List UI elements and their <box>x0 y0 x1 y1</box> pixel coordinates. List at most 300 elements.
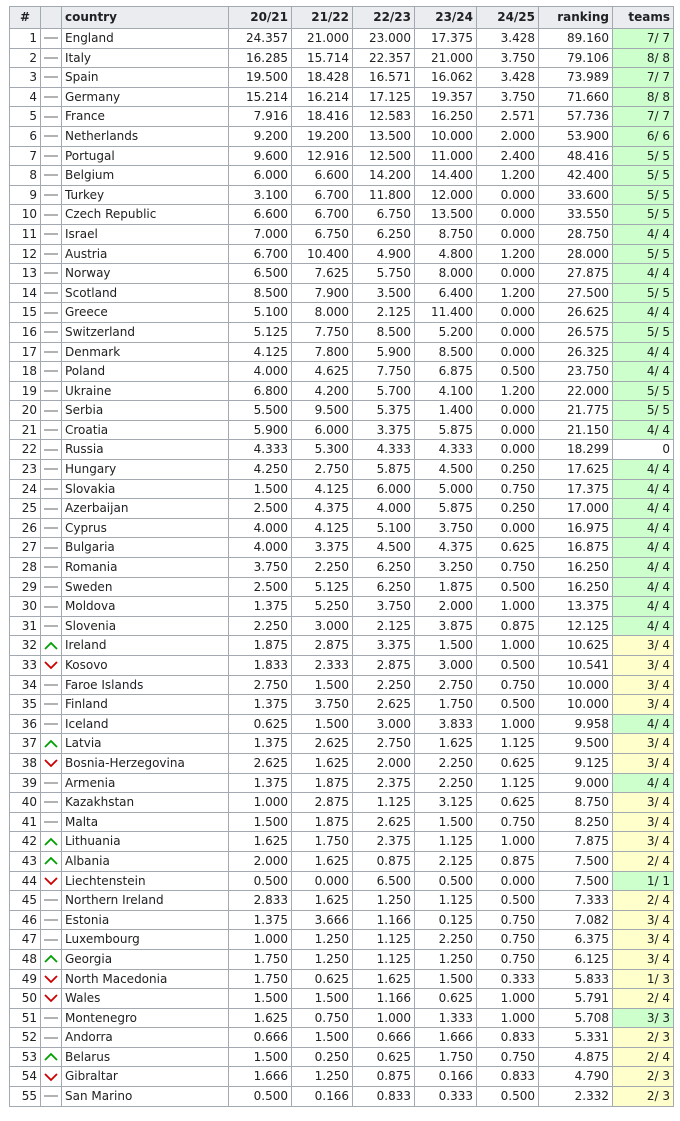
ranking-cell: 10.000 <box>539 675 613 695</box>
trend-cell <box>41 87 62 107</box>
rank-cell: 21 <box>10 420 41 440</box>
season-2020-21-cell: 16.285 <box>229 48 292 68</box>
ranking-cell: 18.299 <box>539 440 613 460</box>
season-2020-21-cell: 0.625 <box>229 714 292 734</box>
teams-cell: 4/ 4 <box>613 342 674 362</box>
season-2021-22-cell: 6.600 <box>292 166 353 186</box>
trend-cell <box>41 283 62 303</box>
teams-cell: 0 <box>613 440 674 460</box>
season-2022-23-cell: 6.750 <box>353 205 415 225</box>
season-2021-22-cell: 1.500 <box>292 989 353 1009</box>
season-2024-25-cell: 0.333 <box>477 969 539 989</box>
season-2022-23-cell: 2.375 <box>353 773 415 793</box>
teams-cell: 1/ 1 <box>613 871 674 891</box>
country-cell: Portugal <box>62 146 229 166</box>
rank-cell: 20 <box>10 401 41 421</box>
no-change-dash-icon <box>41 308 61 318</box>
season-2023-24-cell: 1.750 <box>415 1047 477 1067</box>
season-2020-21-cell: 4.125 <box>229 342 292 362</box>
country-cell: Montenegro <box>62 1008 229 1028</box>
season-2023-24-cell: 0.500 <box>415 871 477 891</box>
no-change-dash-icon <box>41 778 61 788</box>
season-2023-24-cell: 3.750 <box>415 518 477 538</box>
season-2023-24-cell: 11.400 <box>415 303 477 323</box>
country-cell: Romania <box>62 558 229 578</box>
header-season-2021-22[interactable]: 21/22 <box>292 7 353 29</box>
rank-cell: 48 <box>10 949 41 969</box>
table-row <box>10 48 674 68</box>
rank-cell: 29 <box>10 577 41 597</box>
trend-cell <box>41 597 62 617</box>
season-2023-24-cell: 2.750 <box>415 675 477 695</box>
table-row <box>10 832 674 852</box>
header-country[interactable]: country <box>62 7 229 29</box>
teams-cell: 4/ 4 <box>613 773 674 793</box>
season-2022-23-cell: 2.125 <box>353 303 415 323</box>
season-2022-23-cell: 1.125 <box>353 949 415 969</box>
season-2024-25-cell: 0.000 <box>477 264 539 284</box>
season-2020-21-cell: 0.666 <box>229 1028 292 1048</box>
trend-cell <box>41 146 62 166</box>
trend-cell <box>41 126 62 146</box>
teams-cell: 4/ 4 <box>613 518 674 538</box>
season-2023-24-cell: 1.750 <box>415 695 477 715</box>
season-2021-22-cell: 6.750 <box>292 224 353 244</box>
season-2020-21-cell: 4.000 <box>229 518 292 538</box>
teams-cell: 8/ 8 <box>613 87 674 107</box>
season-2024-25-cell: 1.000 <box>477 1008 539 1028</box>
ranking-cell: 28.750 <box>539 224 613 244</box>
season-2022-23-cell: 1.166 <box>353 910 415 930</box>
season-2023-24-cell: 0.625 <box>415 989 477 1009</box>
season-2020-21-cell: 6.800 <box>229 381 292 401</box>
season-2022-23-cell: 4.500 <box>353 538 415 558</box>
season-2024-25-cell: 2.400 <box>477 146 539 166</box>
trend-cell <box>41 1008 62 1028</box>
country-cell: Germany <box>62 87 229 107</box>
season-2021-22-cell: 2.750 <box>292 460 353 480</box>
season-2023-24-cell: 3.833 <box>415 714 477 734</box>
rank-cell: 39 <box>10 773 41 793</box>
trend-cell <box>41 362 62 382</box>
season-2022-23-cell: 23.000 <box>353 29 415 49</box>
no-change-dash-icon <box>41 190 61 200</box>
country-ranking-table <box>9 6 674 1107</box>
season-2021-22-cell: 1.500 <box>292 675 353 695</box>
no-change-dash-icon <box>41 268 61 278</box>
no-change-dash-icon <box>41 425 61 435</box>
header-row <box>10 7 674 29</box>
season-2022-23-cell: 3.500 <box>353 283 415 303</box>
season-2023-24-cell: 8.750 <box>415 224 477 244</box>
season-2024-25-cell: 0.750 <box>477 910 539 930</box>
teams-cell: 3/ 4 <box>613 812 674 832</box>
season-2021-22-cell: 4.125 <box>292 479 353 499</box>
season-2024-25-cell: 0.750 <box>477 675 539 695</box>
ranking-cell: 16.975 <box>539 518 613 538</box>
season-2021-22-cell: 0.625 <box>292 969 353 989</box>
ranking-cell: 4.875 <box>539 1047 613 1067</box>
trend-cell <box>41 303 62 323</box>
country-cell: Northern Ireland <box>62 891 229 911</box>
rank-cell: 35 <box>10 695 41 715</box>
country-cell: Netherlands <box>62 126 229 146</box>
season-2024-25-cell: 0.625 <box>477 793 539 813</box>
table-row <box>10 851 674 871</box>
season-2023-24-cell: 6.400 <box>415 283 477 303</box>
country-cell: France <box>62 107 229 127</box>
season-2020-21-cell: 1.375 <box>229 734 292 754</box>
season-2024-25-cell: 0.750 <box>477 949 539 969</box>
teams-cell: 4/ 4 <box>613 499 674 519</box>
rank-cell: 12 <box>10 244 41 264</box>
no-change-dash-icon <box>41 1033 61 1043</box>
season-2023-24-cell: 5.875 <box>415 420 477 440</box>
arrow-up-icon <box>41 856 61 866</box>
season-2022-23-cell: 1.250 <box>353 891 415 911</box>
table-row <box>10 185 674 205</box>
season-2021-22-cell: 0.166 <box>292 1087 353 1107</box>
table-row <box>10 1008 674 1028</box>
trend-cell <box>41 1087 62 1107</box>
teams-cell: 5/ 5 <box>613 205 674 225</box>
country-cell: Armenia <box>62 773 229 793</box>
season-2022-23-cell: 0.875 <box>353 851 415 871</box>
season-2024-25-cell: 3.428 <box>477 68 539 88</box>
season-2023-24-cell: 8.000 <box>415 264 477 284</box>
season-2022-23-cell: 22.357 <box>353 48 415 68</box>
teams-cell: 3/ 4 <box>613 753 674 773</box>
table-row <box>10 87 674 107</box>
season-2024-25-cell: 3.750 <box>477 48 539 68</box>
season-2024-25-cell: 0.000 <box>477 440 539 460</box>
season-2023-24-cell: 2.000 <box>415 597 477 617</box>
ranking-cell: 7.875 <box>539 832 613 852</box>
rank-cell: 47 <box>10 930 41 950</box>
no-change-dash-icon <box>41 112 61 122</box>
trend-cell <box>41 969 62 989</box>
rank-cell: 10 <box>10 205 41 225</box>
rank-cell: 49 <box>10 969 41 989</box>
no-change-dash-icon <box>41 464 61 474</box>
country-cell: Liechtenstein <box>62 871 229 891</box>
season-2024-25-cell: 0.500 <box>477 891 539 911</box>
table-row <box>10 695 674 715</box>
season-2023-24-cell: 0.333 <box>415 1087 477 1107</box>
season-2021-22-cell: 4.200 <box>292 381 353 401</box>
country-cell: Scotland <box>62 283 229 303</box>
trend-cell <box>41 538 62 558</box>
season-2022-23-cell: 4.900 <box>353 244 415 264</box>
no-change-dash-icon <box>41 53 61 63</box>
teams-cell: 3/ 4 <box>613 930 674 950</box>
season-2020-21-cell: 9.600 <box>229 146 292 166</box>
teams-cell: 5/ 5 <box>613 146 674 166</box>
rank-cell: 3 <box>10 68 41 88</box>
country-cell: Turkey <box>62 185 229 205</box>
table-row <box>10 656 674 676</box>
season-2020-21-cell: 1.500 <box>229 989 292 1009</box>
header-rank[interactable]: # <box>10 7 41 29</box>
season-2021-22-cell: 6.700 <box>292 205 353 225</box>
ranking-cell: 9.000 <box>539 773 613 793</box>
teams-cell: 7/ 7 <box>613 68 674 88</box>
ranking-cell: 57.736 <box>539 107 613 127</box>
ranking-cell: 7.082 <box>539 910 613 930</box>
no-change-dash-icon <box>41 229 61 239</box>
teams-cell: 5/ 5 <box>613 166 674 186</box>
table-row <box>10 1067 674 1087</box>
country-cell: San Marino <box>62 1087 229 1107</box>
teams-cell: 2/ 3 <box>613 1087 674 1107</box>
ranking-cell: 33.600 <box>539 185 613 205</box>
season-2022-23-cell: 5.900 <box>353 342 415 362</box>
no-change-dash-icon <box>41 543 61 553</box>
ranking-cell: 12.125 <box>539 616 613 636</box>
country-cell: Italy <box>62 48 229 68</box>
season-2023-24-cell: 3.000 <box>415 656 477 676</box>
rank-cell: 30 <box>10 597 41 617</box>
season-2023-24-cell: 1.250 <box>415 949 477 969</box>
teams-cell: 3/ 4 <box>613 734 674 754</box>
season-2020-21-cell: 2.625 <box>229 753 292 773</box>
season-2020-21-cell: 1.000 <box>229 793 292 813</box>
ranking-cell: 17.000 <box>539 499 613 519</box>
no-change-dash-icon <box>41 582 61 592</box>
season-2020-21-cell: 1.375 <box>229 910 292 930</box>
season-2021-22-cell: 4.125 <box>292 518 353 538</box>
table-row <box>10 224 674 244</box>
table-row <box>10 793 674 813</box>
trend-cell <box>41 29 62 49</box>
season-2024-25-cell: 0.833 <box>477 1028 539 1048</box>
season-2021-22-cell: 1.625 <box>292 753 353 773</box>
teams-cell: 4/ 4 <box>613 714 674 734</box>
season-2024-25-cell: 3.750 <box>477 87 539 107</box>
header-season-2022-23[interactable]: 22/23 <box>353 7 415 29</box>
ranking-cell: 5.331 <box>539 1028 613 1048</box>
rank-cell: 11 <box>10 224 41 244</box>
season-2024-25-cell: 0.000 <box>477 342 539 362</box>
season-2021-22-cell: 8.000 <box>292 303 353 323</box>
season-2024-25-cell: 1.200 <box>477 381 539 401</box>
season-2023-24-cell: 1.400 <box>415 401 477 421</box>
table-row <box>10 499 674 519</box>
table-row <box>10 773 674 793</box>
rank-cell: 53 <box>10 1047 41 1067</box>
season-2021-22-cell: 2.250 <box>292 558 353 578</box>
season-2022-23-cell: 17.125 <box>353 87 415 107</box>
rank-cell: 1 <box>10 29 41 49</box>
table-row <box>10 126 674 146</box>
season-2021-22-cell: 18.416 <box>292 107 353 127</box>
season-2021-22-cell: 18.428 <box>292 68 353 88</box>
season-2024-25-cell: 1.000 <box>477 636 539 656</box>
rank-cell: 22 <box>10 440 41 460</box>
rank-cell: 51 <box>10 1008 41 1028</box>
teams-cell: 7/ 7 <box>613 29 674 49</box>
season-2022-23-cell: 2.000 <box>353 753 415 773</box>
season-2021-22-cell: 1.625 <box>292 891 353 911</box>
country-cell: North Macedonia <box>62 969 229 989</box>
table-row <box>10 616 674 636</box>
rank-cell: 7 <box>10 146 41 166</box>
country-cell: Andorra <box>62 1028 229 1048</box>
season-2022-23-cell: 4.000 <box>353 499 415 519</box>
trend-cell <box>41 1028 62 1048</box>
season-2021-22-cell: 1.625 <box>292 851 353 871</box>
trend-cell <box>41 48 62 68</box>
season-2023-24-cell: 17.375 <box>415 29 477 49</box>
season-2021-22-cell: 5.125 <box>292 577 353 597</box>
rank-cell: 15 <box>10 303 41 323</box>
rank-cell: 32 <box>10 636 41 656</box>
rank-cell: 46 <box>10 910 41 930</box>
season-2021-22-cell: 2.625 <box>292 734 353 754</box>
ranking-cell: 6.125 <box>539 949 613 969</box>
ranking-cell: 5.708 <box>539 1008 613 1028</box>
table-row <box>10 1028 674 1048</box>
teams-cell: 5/ 5 <box>613 381 674 401</box>
country-cell: Austria <box>62 244 229 264</box>
teams-cell: 5/ 5 <box>613 322 674 342</box>
season-2020-21-cell: 1.625 <box>229 832 292 852</box>
season-2022-23-cell: 2.625 <box>353 812 415 832</box>
arrow-down-icon <box>41 993 61 1003</box>
season-2023-24-cell: 4.500 <box>415 460 477 480</box>
season-2020-21-cell: 6.600 <box>229 205 292 225</box>
ranking-cell: 79.106 <box>539 48 613 68</box>
season-2020-21-cell: 15.214 <box>229 87 292 107</box>
no-change-dash-icon <box>41 602 61 612</box>
season-2024-25-cell: 0.000 <box>477 322 539 342</box>
no-change-dash-icon <box>41 72 61 82</box>
rank-cell: 34 <box>10 675 41 695</box>
rank-cell: 41 <box>10 812 41 832</box>
ranking-cell: 26.625 <box>539 303 613 323</box>
season-2024-25-cell: 2.571 <box>477 107 539 127</box>
season-2024-25-cell: 0.000 <box>477 205 539 225</box>
season-2020-21-cell: 1.375 <box>229 597 292 617</box>
season-2020-21-cell: 1.833 <box>229 656 292 676</box>
teams-cell: 3/ 4 <box>613 949 674 969</box>
country-cell: Ireland <box>62 636 229 656</box>
trend-cell <box>41 518 62 538</box>
season-2020-21-cell: 19.500 <box>229 68 292 88</box>
no-change-dash-icon <box>41 406 61 416</box>
table-row <box>10 166 674 186</box>
ranking-cell: 9.125 <box>539 753 613 773</box>
no-change-dash-icon <box>41 151 61 161</box>
season-2021-22-cell: 0.250 <box>292 1047 353 1067</box>
season-2022-23-cell: 5.375 <box>353 401 415 421</box>
season-2020-21-cell: 1.000 <box>229 930 292 950</box>
country-cell: Latvia <box>62 734 229 754</box>
season-2020-21-cell: 1.625 <box>229 1008 292 1028</box>
trend-cell <box>41 871 62 891</box>
season-2021-22-cell: 6.000 <box>292 420 353 440</box>
arrow-down-icon <box>41 758 61 768</box>
season-2023-24-cell: 0.125 <box>415 910 477 930</box>
season-2023-24-cell: 1.125 <box>415 832 477 852</box>
header-season-2024-25[interactable]: 24/25 <box>477 7 539 29</box>
header-ranking[interactable]: ranking <box>539 7 613 29</box>
table-row <box>10 734 674 754</box>
no-change-dash-icon <box>41 699 61 709</box>
ranking-cell: 4.790 <box>539 1067 613 1087</box>
teams-cell: 3/ 4 <box>613 656 674 676</box>
country-cell: Denmark <box>62 342 229 362</box>
header-season-2020-21[interactable]: 20/21 <box>229 7 292 29</box>
table-row <box>10 538 674 558</box>
rank-cell: 2 <box>10 48 41 68</box>
season-2020-21-cell: 4.333 <box>229 440 292 460</box>
ranking-cell: 8.250 <box>539 812 613 832</box>
season-2023-24-cell: 12.000 <box>415 185 477 205</box>
season-2020-21-cell: 0.500 <box>229 1087 292 1107</box>
no-change-dash-icon <box>41 327 61 337</box>
no-change-dash-icon <box>41 210 61 220</box>
season-2021-22-cell: 0.000 <box>292 871 353 891</box>
header-teams[interactable]: teams <box>613 7 674 29</box>
season-2024-25-cell: 0.875 <box>477 851 539 871</box>
table-row <box>10 636 674 656</box>
season-2023-24-cell: 14.400 <box>415 166 477 186</box>
rank-cell: 19 <box>10 381 41 401</box>
season-2022-23-cell: 5.700 <box>353 381 415 401</box>
table-row <box>10 871 674 891</box>
teams-cell: 4/ 4 <box>613 420 674 440</box>
header-season-2023-24[interactable]: 23/24 <box>415 7 477 29</box>
rank-cell: 38 <box>10 753 41 773</box>
season-2024-25-cell: 0.000 <box>477 871 539 891</box>
season-2022-23-cell: 6.250 <box>353 577 415 597</box>
season-2024-25-cell: 1.000 <box>477 597 539 617</box>
rank-cell: 5 <box>10 107 41 127</box>
table-row <box>10 440 674 460</box>
teams-cell: 4/ 4 <box>613 303 674 323</box>
trend-cell <box>41 616 62 636</box>
season-2021-22-cell: 2.333 <box>292 656 353 676</box>
rank-cell: 23 <box>10 460 41 480</box>
season-2021-22-cell: 7.625 <box>292 264 353 284</box>
trend-cell <box>41 675 62 695</box>
table-row <box>10 891 674 911</box>
season-2024-25-cell: 3.428 <box>477 29 539 49</box>
season-2021-22-cell: 21.000 <box>292 29 353 49</box>
country-cell: Russia <box>62 440 229 460</box>
table-row <box>10 479 674 499</box>
season-2023-24-cell: 1.500 <box>415 969 477 989</box>
season-2021-22-cell: 5.300 <box>292 440 353 460</box>
table-row <box>10 420 674 440</box>
season-2023-24-cell: 1.500 <box>415 636 477 656</box>
ranking-cell: 33.550 <box>539 205 613 225</box>
rank-cell: 44 <box>10 871 41 891</box>
teams-cell: 2/ 4 <box>613 989 674 1009</box>
ranking-cell: 53.900 <box>539 126 613 146</box>
season-2024-25-cell: 0.250 <box>477 499 539 519</box>
teams-cell: 3/ 4 <box>613 636 674 656</box>
country-cell: Israel <box>62 224 229 244</box>
trend-cell <box>41 949 62 969</box>
no-change-dash-icon <box>41 33 61 43</box>
season-2024-25-cell: 0.250 <box>477 460 539 480</box>
season-2023-24-cell: 6.875 <box>415 362 477 382</box>
country-cell: Belarus <box>62 1047 229 1067</box>
season-2020-21-cell: 6.000 <box>229 166 292 186</box>
season-2020-21-cell: 7.000 <box>229 224 292 244</box>
